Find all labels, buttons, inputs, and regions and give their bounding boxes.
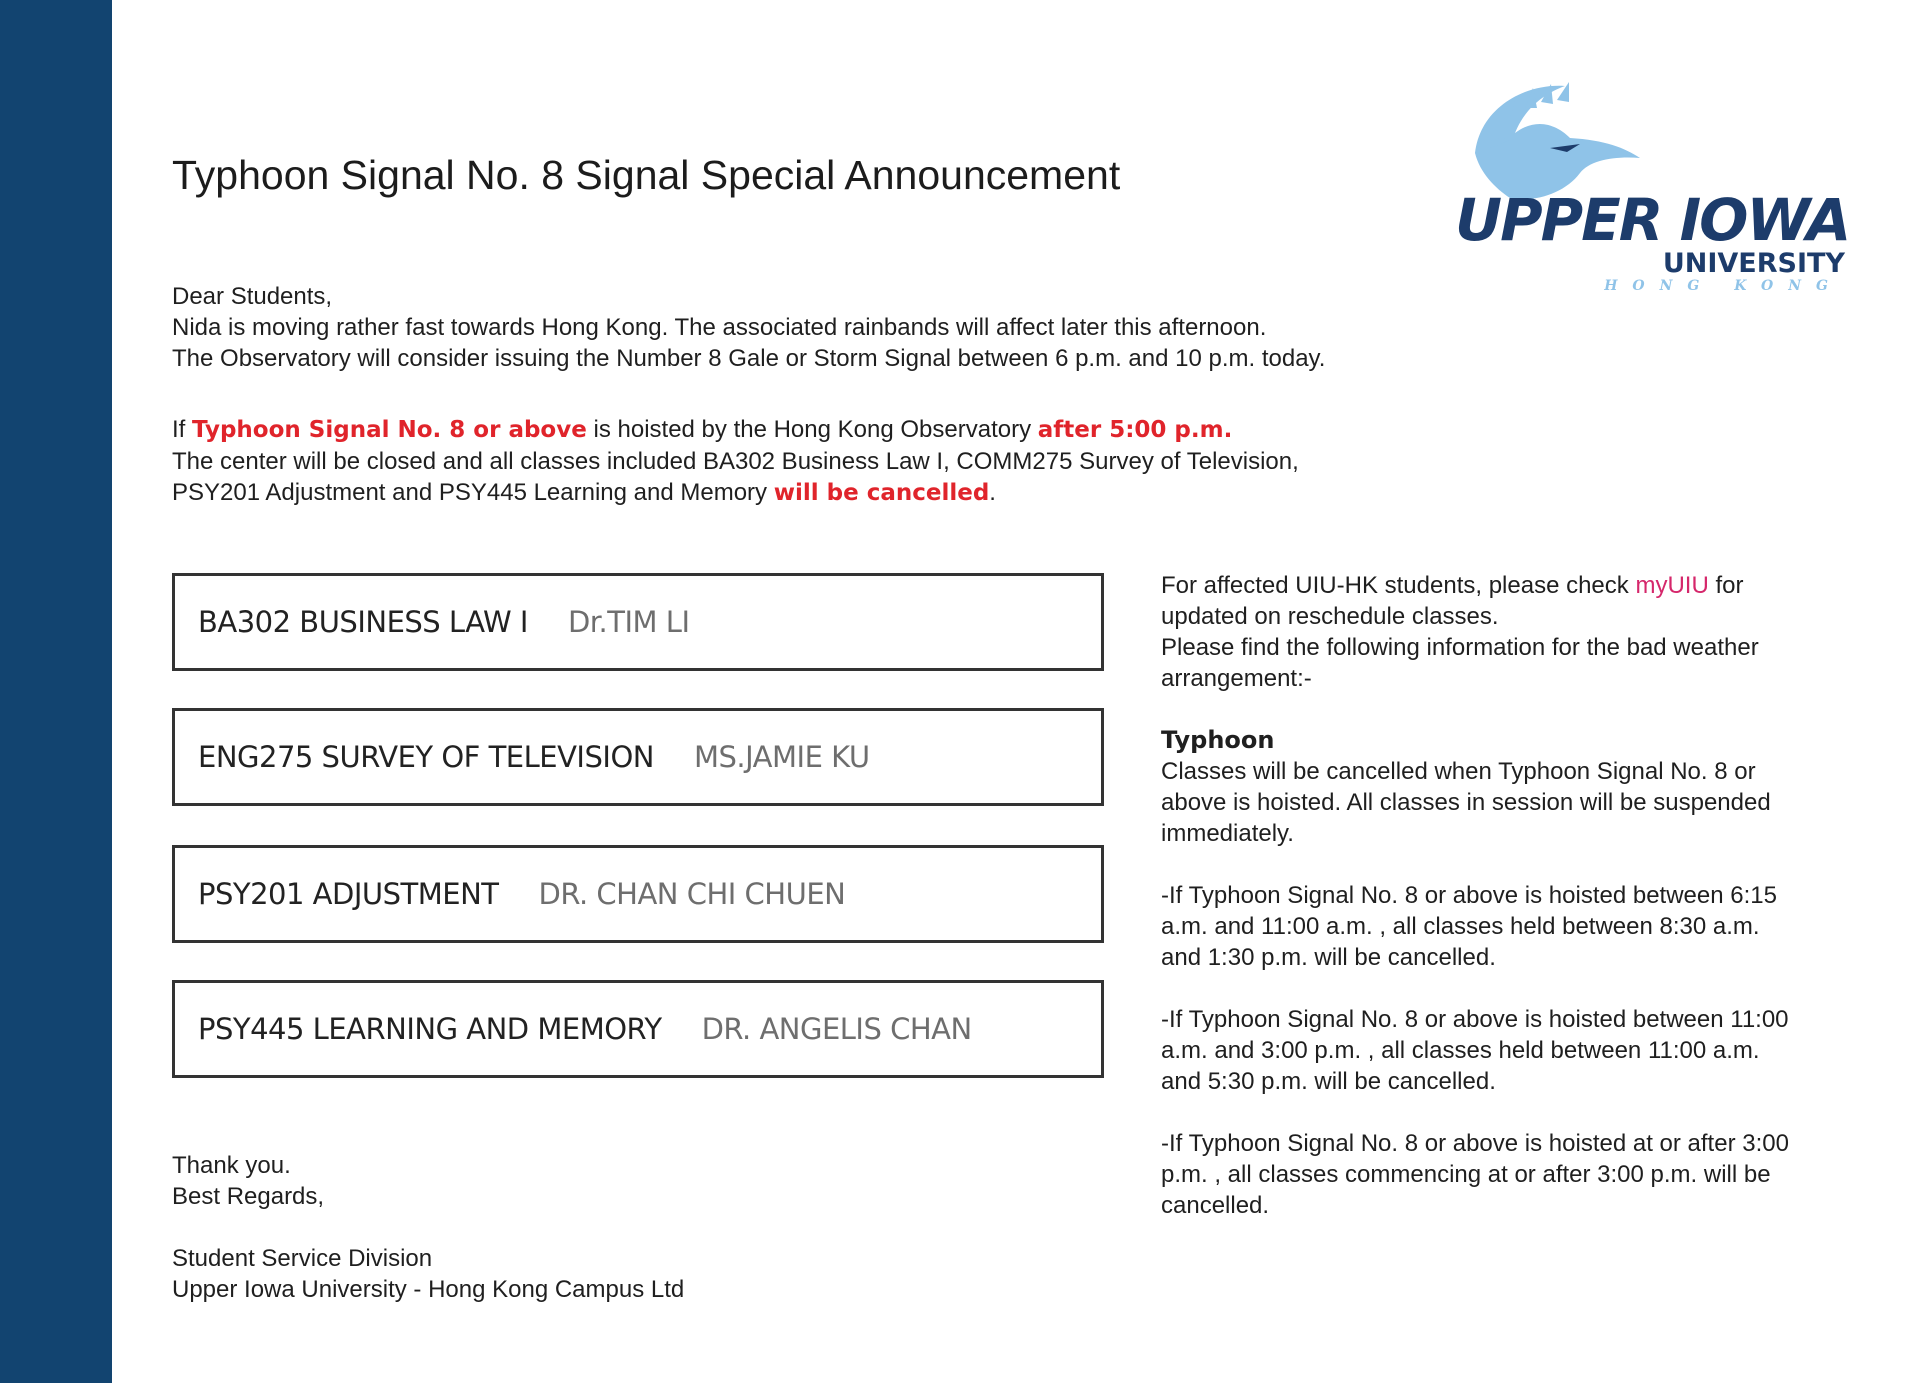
closing-block bbox=[172, 1150, 684, 1305]
info-text: For affected UIU-HK students, please check bbox=[1161, 572, 1636, 599]
intro-line: The Observatory will consider issuing the Number 8 Gale or Storm Signal between 6 p.m. and 10 p.m. today. bbox=[172, 345, 1326, 372]
notice-text: . bbox=[989, 479, 996, 506]
notice-text: is hoisted by the Hong Kong Observatory bbox=[586, 416, 1038, 443]
info-line bbox=[1161, 570, 1861, 601]
logo-subtitle: UNIVERSITY bbox=[1662, 248, 1845, 279]
course-box bbox=[172, 980, 1104, 1078]
logo-wordmark: UPPER IOWA bbox=[1455, 186, 1850, 254]
rule-line: a.m. and 11:00 a.m. , all classes held between 8:30 a.m. bbox=[1161, 913, 1760, 940]
notice-text: PSY201 Adjustment and PSY445 Learning and Memory bbox=[172, 479, 774, 506]
course-teacher: DR. ANGELIS CHAN bbox=[701, 1012, 972, 1046]
cancel-highlight: will be cancelled bbox=[773, 480, 990, 506]
course-box bbox=[172, 845, 1104, 943]
greeting: Dear Students, bbox=[172, 283, 333, 310]
course-box bbox=[172, 573, 1104, 671]
notice-line bbox=[172, 414, 1299, 446]
rule-line: and 5:30 p.m. will be cancelled. bbox=[1161, 1068, 1496, 1095]
typhoon-heading: Typhoon bbox=[1161, 726, 1275, 754]
time-highlight: after 5:00 p.m. bbox=[1037, 417, 1233, 443]
regards-text: Best Regards, bbox=[172, 1183, 325, 1210]
course-code: BA302 BUSINESS LAW I bbox=[198, 605, 528, 639]
course-box bbox=[172, 708, 1104, 806]
notice-paragraph bbox=[172, 414, 1299, 509]
course-teacher: Dr.TIM LI bbox=[567, 605, 690, 639]
page-title: Typhoon Signal No. 8 Signal Special Announcement bbox=[172, 152, 1121, 198]
rule-line: -If Typhoon Signal No. 8 or above is hoisted at or after 3:00 bbox=[1161, 1130, 1789, 1157]
info-text: for bbox=[1708, 572, 1744, 599]
signal-highlight: Typhoon Signal No. 8 or above bbox=[192, 417, 587, 443]
intro-line: Nida is moving rather fast towards Hong Kong. The associated rainbands will affect later this afternoon. bbox=[172, 314, 1267, 341]
rule-line: a.m. and 3:00 p.m. , all classes held between 11:00 a.m. bbox=[1161, 1037, 1760, 1064]
rule-line: cancelled. bbox=[1161, 1192, 1270, 1219]
weather-arrangement bbox=[1161, 570, 1861, 1221]
course-code: PSY445 LEARNING AND MEMORY bbox=[198, 1012, 662, 1046]
myuiu-link[interactable]: myUIU bbox=[1635, 572, 1709, 599]
info-line: Please find the following information for the bad weather bbox=[1161, 634, 1759, 661]
course-code: ENG275 SURVEY OF TELEVISION bbox=[198, 740, 654, 774]
course-code: PSY201 ADJUSTMENT bbox=[198, 877, 499, 911]
sidebar-band bbox=[0, 0, 112, 1383]
course-teacher: MS.JAMIE KU bbox=[693, 740, 870, 774]
info-line: arrangement:- bbox=[1161, 665, 1312, 692]
info-line: immediately. bbox=[1161, 820, 1294, 847]
info-line: Classes will be cancelled when Typhoon Signal No. 8 or bbox=[1161, 758, 1756, 785]
rule-line: p.m. , all classes commencing at or after 3:00 p.m. will be bbox=[1161, 1161, 1771, 1188]
notice-line bbox=[172, 477, 1299, 509]
rule-line: -If Typhoon Signal No. 8 or above is hoisted between 6:15 bbox=[1161, 882, 1777, 909]
notice-text: If bbox=[172, 416, 193, 443]
info-line: updated on reschedule classes. bbox=[1161, 603, 1499, 630]
rule-line: and 1:30 p.m. will be cancelled. bbox=[1161, 944, 1496, 971]
intro-paragraph bbox=[172, 281, 1325, 374]
university-logo bbox=[1455, 78, 1850, 298]
course-teacher: DR. CHAN CHI CHUEN bbox=[538, 877, 846, 911]
notice-line: The center will be closed and all classes included BA302 Business Law I, COMM275 Survey of Television, bbox=[172, 448, 1299, 475]
organization-name: Upper Iowa University - Hong Kong Campus Ltd bbox=[172, 1276, 685, 1303]
thanks-text: Thank you. bbox=[172, 1152, 291, 1179]
info-line: above is hoisted. All classes in session will be suspended bbox=[1161, 789, 1771, 816]
logo-campus: HONG KONG bbox=[1604, 278, 1843, 294]
division-name: Student Service Division bbox=[172, 1245, 433, 1272]
rule-line: -If Typhoon Signal No. 8 or above is hoisted between 11:00 bbox=[1161, 1006, 1789, 1033]
